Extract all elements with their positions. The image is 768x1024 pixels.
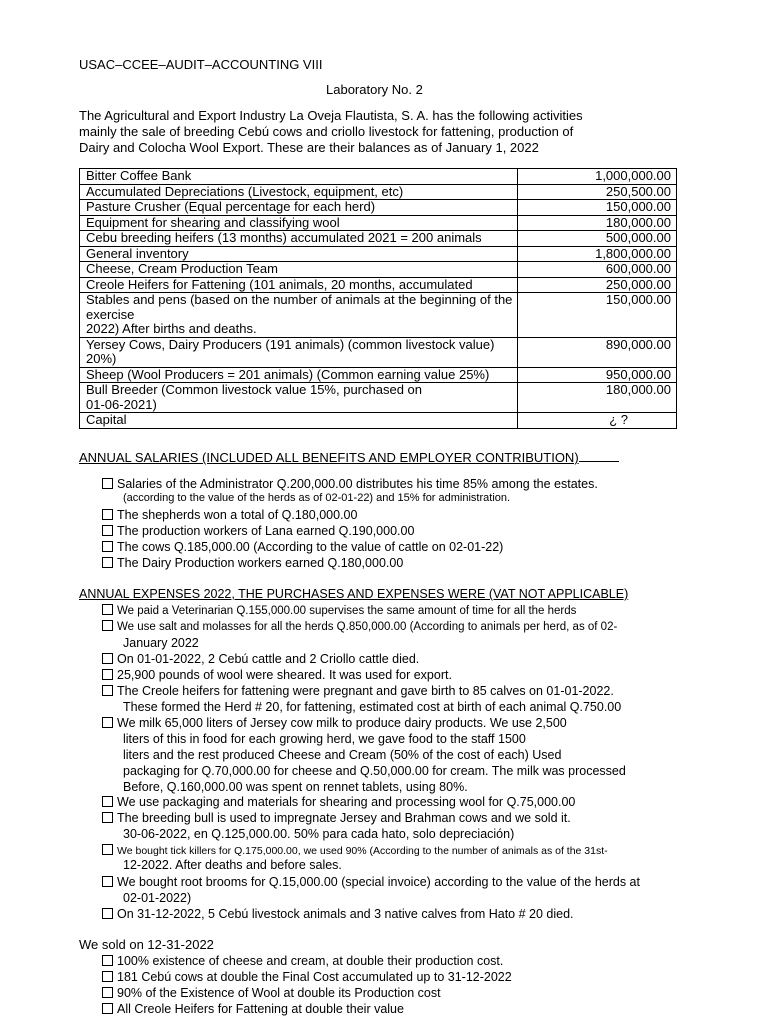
list-item-continuation: January 2022 [123,636,199,650]
balance-description: Bitter Coffee Bank [80,169,518,185]
balance-amount: 600,000.00 [518,262,677,278]
checkbox-icon [102,525,113,536]
intro-paragraph [79,108,583,156]
table-row [80,277,677,293]
checkbox-icon [102,812,113,823]
table-row [80,293,677,338]
table-row [80,246,677,262]
checkbox-icon [102,955,113,966]
table-row [80,231,677,247]
list-item-continuation: 02-01-2022) [123,891,192,905]
list-item: All Creole Heifers for Fattening at double their value [102,1002,404,1016]
table-row [80,413,677,429]
table-row [80,262,677,278]
table-row [80,200,677,216]
balance-amount: 950,000.00 [518,367,677,383]
list-item: 90% of the Existence of Wool at double its Production cost [102,986,441,1000]
balance-description: Cebu breeding heifers (13 months) accumulated 2021 = 200 animals [80,231,518,247]
list-item-continuation: These formed the Herd # 20, for fattening, estimated cost at birth of each animal Q.750.00 [123,700,622,714]
list-item-continuation: 30-06-2022, en Q.125,000.00. 50% para cada hato, solo depreciación) [123,827,515,841]
expenses-heading: ANNUAL EXPENSES 2022, THE PURCHASES AND EXPENSES WERE (VAT NOT APPLICABLE) [79,587,629,601]
intro-line: Dairy and Colocha Wool Export. These are their balances as of January 1, 2022 [79,140,539,155]
lab-title-text: Laboratory No. 2 [326,82,423,97]
checkbox-icon [102,844,113,855]
table-row [80,184,677,200]
table-row [80,367,677,383]
list-item-continuation: Before, Q.160,000.00 was spent on rennet tablets, using 80%. [123,780,468,794]
list-item: Salaries of the Administrator Q.200,000.00 distributes his time 85% among the estates. [102,477,598,491]
checkbox-icon [102,908,113,919]
checkbox-icon [102,1003,113,1014]
balance-description: Yersey Cows, Dairy Producers (191 animals) (common livestock value) 20%) [80,337,518,367]
checkbox-icon [102,541,113,552]
intro-line: The Agricultural and Export Industry La Oveja Flautista, S. A. has the following activities [79,108,583,123]
list-item: We paid a Veterinarian Q.155,000.00 supervises the same amount of time for all the herds [102,604,576,617]
list-item: 100% existence of cheese and cream, at double their production cost. [102,954,503,968]
checkbox-icon [102,971,113,982]
list-item: On 01-01-2022, 2 Cebú cattle and 2 Criollo cattle died. [102,652,419,666]
checkbox-icon [102,987,113,998]
list-item: The Dairy Production workers earned Q.180,000.00 [102,556,403,570]
balance-description: Accumulated Depreciations (Livestock, equipment, etc) [80,184,518,200]
balance-description: Capital [80,413,518,429]
table-row [80,337,677,367]
list-item: The Creole heifers for fattening were pregnant and gave birth to 85 calves on 01-01-2022. [102,684,614,698]
list-item: We bought root brooms for Q.15,000.00 (special invoice) according to the value of the herds at [102,875,640,889]
list-item: We bought tick killers for Q.175,000.00, we used 90% (According to the number of animals as of the 31st- [102,844,608,857]
balance-amount: ¿ ? [518,413,677,429]
balance-description: Cheese, Cream Production Team [80,262,518,278]
checkbox-icon [102,717,113,728]
list-item-continuation: (according to the value of the herds as of 02-01-22) and 15% for administration. [123,492,511,504]
checkbox-icon [102,557,113,568]
list-item: 181 Cebú cows at double the Final Cost accumulated up to 31-12-2022 [102,970,512,984]
balance-amount: 500,000.00 [518,231,677,247]
balance-amount: 150,000.00 [518,293,677,338]
sales-heading: We sold on 12-31-2022 [79,937,214,952]
balance-amount: 890,000.00 [518,337,677,367]
balance-description: Equipment for shearing and classifying wool [80,215,518,231]
list-item: On 31-12-2022, 5 Cebú livestock animals and 3 native calves from Hato # 20 died. [102,907,574,921]
balance-amount: 250,500.00 [518,184,677,200]
balance-description: General inventory [80,246,518,262]
list-item-continuation: liters of this in food for each growing herd, we gave food to the staff 1500 [123,732,526,746]
checkbox-icon [102,620,113,631]
list-item: We use packaging and materials for shearing and processing wool for Q.75,000.00 [102,795,575,809]
table-row [80,169,677,185]
heading-underline [579,451,619,462]
list-item: The shepherds won a total of Q.180,000.00 [102,508,357,522]
list-item: We milk 65,000 liters of Jersey cow milk to produce dairy products. We use 2,500 [102,716,567,730]
checkbox-icon [102,685,113,696]
balance-amount: 250,000.00 [518,277,677,293]
checkbox-icon [102,604,113,615]
balance-description: Bull Breeder (Common livestock value 15%, purchased on 01-06-2021) [80,383,518,413]
intro-line: mainly the sale of breeding Cebú cows and criollo livestock for fattening, production of [79,124,574,139]
balance-amount: 180,000.00 [518,383,677,413]
table-row [80,383,677,413]
list-item-continuation: liters and the rest produced Cheese and Cream (50% of the cost of each) Used [123,748,562,762]
balance-description: Stables and pens (based on the number of animals at the beginning of the exercise 2022) After births and deaths. [80,293,518,338]
balance-description: Creole Heifers for Fattening (101 animals, 20 months, accumulated [80,277,518,293]
balance-amount: 1,000,000.00 [518,169,677,185]
salaries-heading-text: ANNUAL SALARIES (INCLUDED ALL BENEFITS AND EMPLOYER CONTRIBUTION) [79,450,579,465]
balance-amount: 1,800,000.00 [518,246,677,262]
balance-amount: 180,000.00 [518,215,677,231]
checkbox-icon [102,653,113,664]
balance-amount: 150,000.00 [518,200,677,216]
list-item-continuation: 12-2022. After deaths and before sales. [123,858,342,872]
list-item: 25,900 pounds of wool were sheared. It was used for export. [102,668,452,682]
balance-description: Pasture Crusher (Equal percentage for each herd) [80,200,518,216]
course-title: USAC–CCEE–AUDIT–ACCOUNTING VIII [79,57,323,72]
list-item: We use salt and molasses for all the herds Q.850,000.00 (According to animals per herd, as of 02- [102,620,617,633]
list-item-continuation: packaging for Q.70,000.00 for cheese and Q.50,000.00 for cream. The milk was processed [123,764,626,778]
list-item: The breeding bull is used to impregnate Jersey and Brahman cows and we sold it. [102,811,571,825]
list-item: The production workers of Lana earned Q.190,000.00 [102,524,414,538]
checkbox-icon [102,478,113,489]
checkbox-icon [102,796,113,807]
salaries-heading [79,450,619,465]
checkbox-icon [102,876,113,887]
checkbox-icon [102,669,113,680]
list-item: The cows Q.185,000.00 (According to the value of cattle on 02-01-22) [102,540,503,554]
balances-table [79,168,677,429]
table-row [80,215,677,231]
balance-description: Sheep (Wool Producers = 201 animals) (Common earning value 25%) [80,367,518,383]
checkbox-icon [102,509,113,520]
